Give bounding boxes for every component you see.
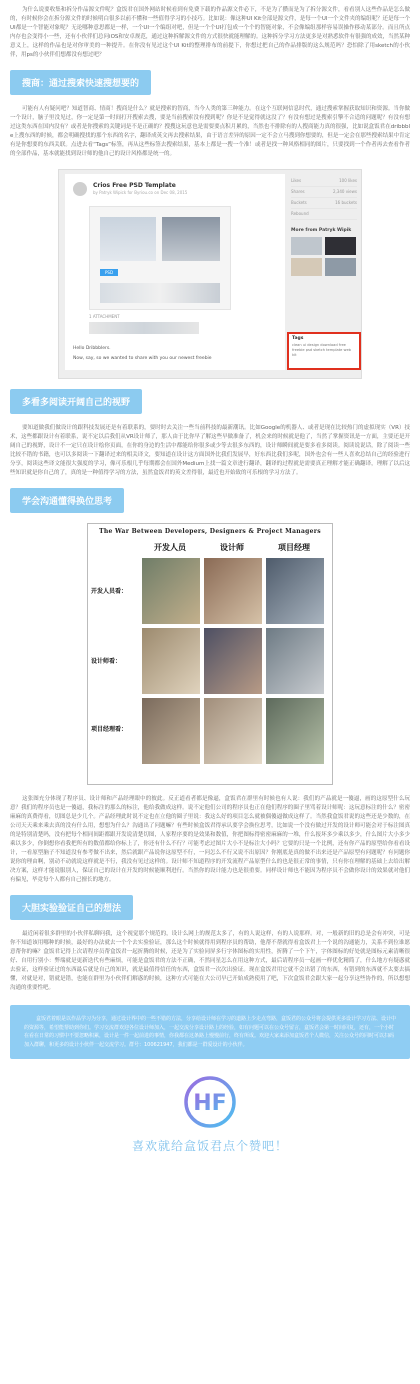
logo-letters: HF — [193, 1091, 227, 1116]
preview-image — [162, 217, 220, 261]
stat-label: Buckets — [291, 200, 307, 205]
shot-byline: by Patryk Wipick for Byriou.co on Dec 08, 2015 — [93, 190, 188, 195]
shot-thumbnail — [291, 237, 322, 255]
stat-label: Rebound — [291, 211, 309, 216]
tags-title: Tags — [292, 336, 304, 341]
tags-list: freebie psd sketch template web kit — [292, 348, 351, 357]
psd-badge: PSD — [100, 269, 118, 276]
tags-highlight-box — [287, 332, 361, 370]
brand-logo — [183, 1075, 237, 1129]
footer-note: 盒饭君着眼是以作品学习为分享，通过设计界中的一些不错的方法，分享给设计师在学习的道路上少走点弯路，盒饭君的公众号将会提供更多设计学习方法、设计中的资源等，希望能帮助到你们。学习交流群欢迎各位设计师加入，一起交流分享设计路上的经验，如有问题可以在公众号留言，盒饭君会第一时间回复，还有，一个小时在看在日常的习惯中不要忽略积累，设计是一件一起前进的事情，你我都在这条路上慢慢前行，终有所成。欢迎大家来添加盒饭君个人微信，关注公众号的同时可以扫码加入群聊，和更多的设计小伙伴一起交流学习。群号：100621947，我们都是一群爱设计的小伙伴。 — [10, 1005, 410, 1059]
avatar — [73, 182, 87, 196]
shot-thumbnail — [325, 258, 356, 276]
tags-list: clean ui design download free — [292, 343, 346, 347]
more-shots-grid — [291, 237, 357, 276]
stat-row — [291, 187, 357, 198]
stat-row — [291, 176, 357, 187]
stat-label: Shares — [291, 189, 305, 194]
section-body-search: 可能有人有疑问吧？知道智商、情商！搜商是什么？就是搜索的智商，当今人类的第三种能力。在这个互联网信息时代，通过搜索掌握获取知识和资源。当你做一个设计，脑子里没见过，你一定是第一时间打开搜索去搜，要是当前搜索没有搜到呢？你是不是觉得就这没了？有没有想过是搜索引擎不合适的问题呢？有没有想过这类东西在国内没有？或者是你搜索的关键词是不是正确的？搜搜这玩意也是需要要点积月累的，当然也不排除有的人搜商能力真的很强，比如说盒饭君在dribbble上搜东西的时候，都会明确搜找的那个东西的名字，翻译成英文再去搜索结果，由于语言差异的原因一定不会立马搜到你想要的，但是一定会在那些搜索结果中肯定有是你想要的东西关联。点进去看“Tags”标签，再从这些标签去搜索结果，基本上都是一搜一个准！或者是找一种风格相同的图片，只要找到一个作者再去查看作者的全部作品，基本就能找到设计师的他自己的设计风格都是统一的。 — [10, 106, 410, 157]
stat-value: 16 buckets — [335, 200, 357, 205]
attachment-label: 1 ATTACHMENT — [89, 314, 120, 319]
shot-thumbnail — [291, 258, 322, 276]
section-heading-reading: 多看多阅读开阔自己的视野 — [10, 389, 142, 414]
comic-title: The War Between Developers, Designers & Project Managers — [99, 528, 321, 535]
section-body-communication: 这张图充分体现了程序员、设计师和产品经理眼中的彼此。反正道看者都是像逼，盒饭君在群里有时候也有人说：我们的产品就是一傻逼，画的这原型什么玩意？我们的程序员也是一傻逼，我标注的那么的标注，他给我做成这样。说不定他们公司的程序员也正在他们程序的圈子里骂着设计师呢：这玩意标注的什么？密密麻麻的真费得看，切图总是少几个。产品经理此时说不定也在立他的圈子里说：我这么好的项目怎么就被偶傻逼做成这样了。当然我盒饭君说的这些还是少数的，在公司天天乘来乘去真的没有什么用，想想为什么？沟通出了问题嘛？有些时候盒饭君得承认要学会换位思考，比如说一个没有做过开发的设计师可能会对于标注图真的是特别清楚吗，没有把每个相同间距都跟开发说清楚切图，人家程序要的是效果和数值，你把图标得密密麻麻的一堆，什么报坏多少乘以多少，什么图片大小多少乘以多少，你倒想你看我把所有的数值都给你标上了，你还有什么不行？可能考虑过图片大小不是标注大小吗？它要的只是一个比例，还有你产品的原型给你看看设计，一看原型脑子不知道没有参考做不出来，然后就跟产品说你这原型不行，一问怎么不行又说不出原因？你刚底是真的做不出来还是产品原型有问题呢？有问题你说你的理由啊，别动不动就说这样就是不行，我没有见过这样的。设计师不知道程序的开发流程产品原型什么的也是很正常的事情，只有你在理解的基础上去给出解决方案，这样才能说服别人，保证自己的设计在开发的时候能顺利进行。当然你的设计能力也是很重要。同样设计师也不能因为程序员不会做你设计的效果就对他们有偏见，毕竟每个人都有自己擅长的地方。 — [10, 796, 410, 883]
praise-text: 喜欢就给盒饭君点个赞吧！ — [131, 1139, 288, 1153]
shot-greeting: Hello Dribbblers. — [73, 346, 111, 351]
comic-figure — [87, 523, 333, 785]
more-from-title: More from Patryk Wipik — [291, 228, 352, 233]
stat-label: Likes — [291, 178, 302, 183]
comic-photo — [142, 628, 200, 694]
stat-value: 2,340 views — [332, 189, 357, 194]
comic-photo — [266, 628, 324, 694]
comic-photo — [142, 698, 200, 764]
comic-photo — [266, 558, 324, 624]
comic-row-header: 项目经理看： — [91, 726, 128, 733]
comic-photo — [204, 558, 262, 624]
comic-row-header: 开发人员看： — [91, 588, 128, 595]
section-heading-search: 搜商：通过搜索快速搜想要的 — [10, 70, 151, 95]
stat-row — [291, 209, 357, 220]
comic-row-header: 设计师看： — [91, 658, 122, 665]
comic-column-header: 设计师 — [220, 543, 244, 552]
dribbble-screenshot — [58, 169, 362, 379]
section-body-experiment: 最近闲着很多群里的小伙伴私聊问我，这个视觉那个规范的，设计么网上的规范太多了，有的人说这样，有的人说那样。对，一般新的旧的总是会有冲突，可是你不知道该用哪种的时候，最好的办法就去一个个去实验验证，那么这个时候就得用到程序员的帮助，他帮不帮就得看盒饭君上一个说的沟通能力，关系不到位谁愿意帮你的嘛？盒饭君记得上次请程序员帮盒饭君一起折腾的时候，还是为了实验同屏多行字体图标的实用性，折腾了一个下午，字体图标的好处就是图标元素清晰很好、自用行别小：弊端就是更新迭代有些麻烦，可能是盒饭君的方法不正确，不然同星怎么在用这种方式，最后请程序员一起画一样优化精简了，什么地方有疑惑就去验证，这样验证过的东西最后就是自己的知识，就是最值得信任的东西，盒饭君一次次出验证。现在盒饭君用它就不会出错了的东西，有错到的东西就不太要去搞懂，对就是对，错就是错，也能在群里为小伙伴们解惑的时候，这种方式可能在大公司早已开始成熟使用了吧，下次盒饭君会跟大家一起分享这些协作的，所以想想沟通的重要性吧。 — [10, 931, 410, 991]
preview-strip — [100, 283, 220, 303]
shot-card — [65, 174, 285, 370]
shot-sidebar — [291, 176, 357, 372]
shot-thumbnail — [325, 237, 356, 255]
comic-photo — [142, 558, 200, 624]
stat-value: 100 likes — [339, 178, 357, 183]
comic-column-header: 开发人员 — [154, 543, 186, 552]
preview-image — [100, 217, 156, 261]
section-body-reading: 要知道做我们做设计的跟科技发展还是有着联系的，要时时去关注一些当前科技的最新潮讯。比如Google的机器人、或者是现在比较热门的虚拟现实（VR）技术，这些都跟设计有着联系，说不定以后我们从VR设计师了，那人由于比你早了解这些早做准备了，机会来的时候就是他了，当然了掌握资讯是一方面，主要还是开阔自己的视野，设计不一定只在设计绘你页面，在你的身边的生活中都能给你很多或少等去很多东西的，设计师瞬间就是要多看多阅读。阅读说说话，除了阅读一些比较不错的书籍，也可以多阅读一下翻译过来的相关译文，要知道在设计这方面国外比我们发展早，好东西比我们多呢，国外也会有一些人喜欢总结自己的经验进行分享，阅读这些译文能很大强度的学习，像可乐根几乎每期都会在国外Medium上找一篇文章进行翻译，翻译的过程就是需要真正理解才能正确翻译，理解了以后这些知识就是你自己的了，真的是一种值得学习的方法，虽然盒饭君的英文差得很，最近也开始致的可乐根的学习方法了。 — [10, 425, 410, 476]
attachment-thumbnails — [89, 322, 199, 334]
hf-logo-icon — [183, 1075, 237, 1129]
section-heading-communication: 学会沟通懂得换位思考 — [10, 488, 124, 513]
comic-photo — [266, 698, 324, 764]
shot-title: Crios Free PSD Template — [93, 182, 176, 189]
intro-paragraph: 为什么说要收集和拆分作品源文件呢？盒饭君在国外网站时候看到有免费下载的作品源文件必下，不是为了攒而是为了拆分源文件，看看别人这些作品是怎么做的，有时候你会在拆分源文件的时候明白很多以前不懂和一些值得学习的小技巧。比如说：像这种UI Kit全部是源文件，是每一个UI一个文件夹的编组呢？还是每一个UI都是一个智能对象呢？无论哪种意思都是一样，一个UI一个编组对吧，但是一个个UI打包成一个个的智能对象，不会像编组那样容易误操作移动某部分。而且所点内存也会变得小一些，还有小伙伴们总问iOS和安卓规范，通过这种拆解源文件的方式很快就能理解的。这种拆分学习方法更多是对熟悉软件有很强的成效，当然某种意义上，这样的作品也是对你审美的一种提升。在你没有见过这个UI Kit的整理排布的前提下，你想过把自己的作品排版的这么规范吗？恐怕除了用sketch的小伙伴，用ps的小伙伴们想都没有想过吧？ — [10, 7, 410, 58]
comic-column-header: 项目经理 — [278, 543, 310, 552]
comic-photo — [204, 698, 262, 764]
stat-row — [291, 198, 357, 209]
comic-photo — [204, 628, 262, 694]
shot-message: Now, say, so we wanted to share with you our newest freebie — [73, 356, 212, 361]
template-preview — [89, 206, 231, 310]
section-heading-experiment: 大胆实验验证自己的想法 — [10, 895, 133, 920]
